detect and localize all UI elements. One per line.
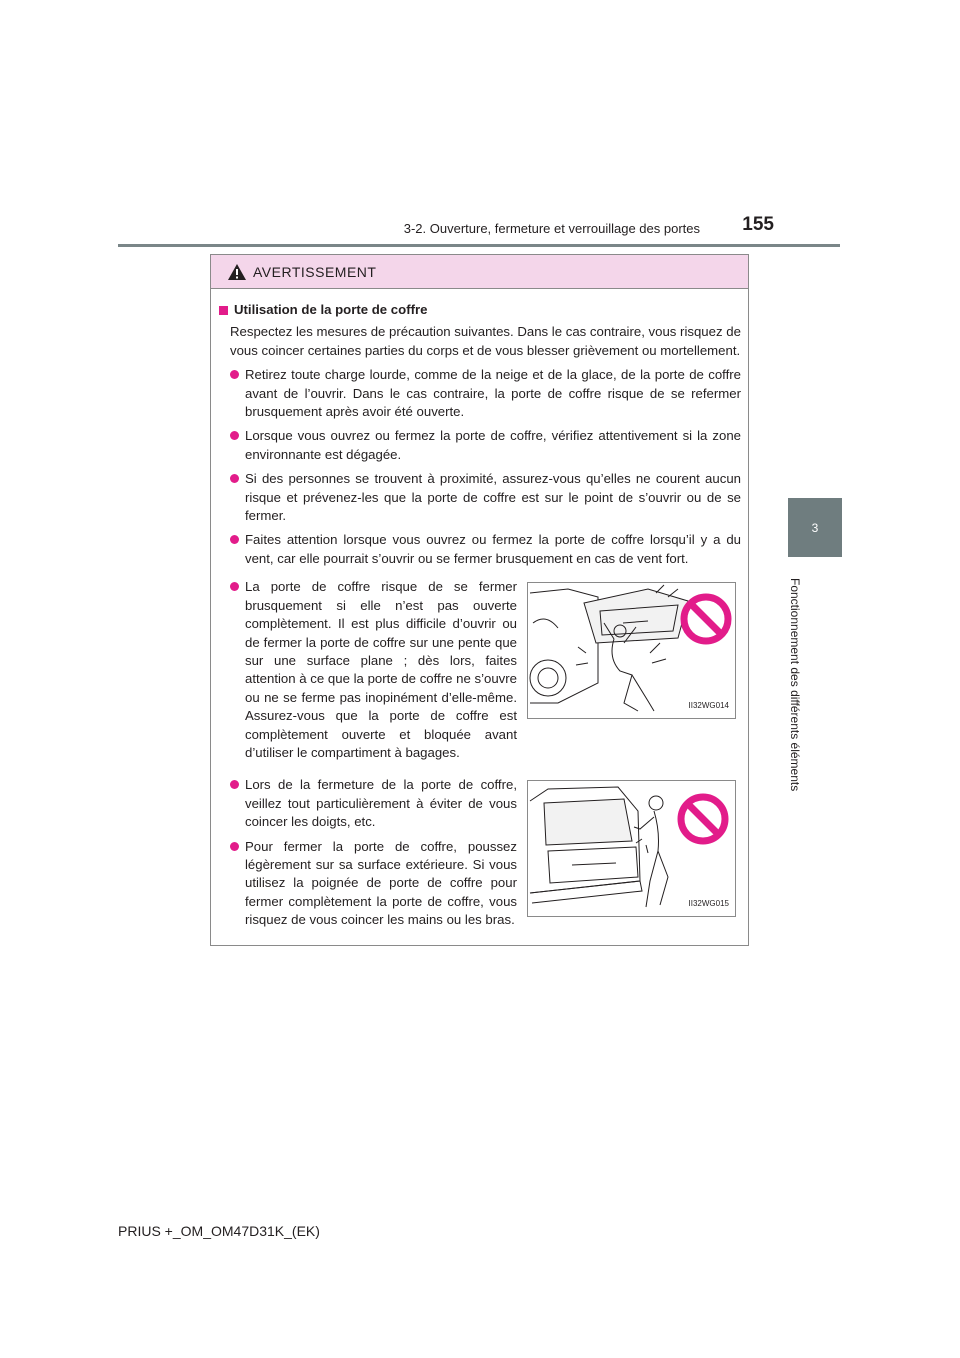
bullet-text: Lorsque vous ouvrez ou fermez la porte de coffre, vérifiez attentivement si la zone environnante est dégagée. xyxy=(245,428,741,462)
bullet-text: Lors de la fermeture de la porte de coffre, veillez tout particulièrement à éviter de vous coincer les doigts, etc. xyxy=(245,777,517,830)
round-bullet-icon xyxy=(230,370,239,379)
figure-block-1 xyxy=(219,578,741,762)
round-bullet-icon xyxy=(230,582,239,591)
illustration-closing-tailgate xyxy=(527,780,736,917)
chapter-tab xyxy=(788,498,842,557)
bullet-item xyxy=(219,366,741,421)
bullet-text: Pour fermer la porte de coffre, poussez légèrement sur sa surface extérieure. Si vous utilisez la poignée de porte de coffre pour fermer complètement la porte de coffre, vous risquez de vous coincer les mains ou les bras. xyxy=(245,838,517,928)
warning-header xyxy=(211,255,748,289)
chapter-title-vertical: Fonctionnement des différents éléments xyxy=(788,578,802,792)
figure-code: II32WG015 xyxy=(688,898,729,908)
figure-block-text xyxy=(219,578,517,762)
bullet-item xyxy=(219,427,741,464)
bullet-text: Retirez toute charge lourde, comme de la neige et de la glace, de la porte de coffre avant de l’ouvrir. Dans le cas contraire, la porte de coffre risque de se refermer brusquement après avoir été ouverte. xyxy=(245,367,741,420)
section-heading-text: Utilisation de la porte de coffre xyxy=(234,302,428,317)
warning-title: AVERTISSEMENT xyxy=(253,263,377,280)
intro-text: Respectez les mesures de précaution suivantes. Dans le cas contraire, vous risquez de vous coincer certaines parties du corps et de vous blesser grièvement ou mortellement. xyxy=(230,324,741,358)
section-heading xyxy=(219,301,741,319)
warning-box xyxy=(210,254,749,946)
round-bullet-icon xyxy=(230,842,239,851)
bullet-text: Faites attention lorsque vous ouvrez ou fermez la porte de coffre lorsqu’il y a du vent, car elle pourrait s’ouvrir ou se fermer brusquement en cas de vent fort. xyxy=(245,532,741,566)
bullet-item xyxy=(219,838,517,930)
round-bullet-icon xyxy=(230,780,239,789)
round-bullet-icon xyxy=(230,431,239,440)
square-bullet-icon xyxy=(219,306,228,315)
round-bullet-icon xyxy=(230,535,239,544)
figure-block-text xyxy=(219,776,517,929)
warning-triangle-icon xyxy=(227,263,247,281)
figure-code: II32WG014 xyxy=(688,700,729,710)
header-section-title: 3-2. Ouverture, fermeture et verrouillage des portes xyxy=(403,221,700,236)
bullet-item xyxy=(219,776,517,831)
footer-document-code: PRIUS +_OM_OM47D31K_(EK) xyxy=(118,1223,320,1239)
chapter-number: 3 xyxy=(811,520,819,535)
bullet-text: Si des personnes se trouvent à proximité, assurez-vous qu’elles ne courent aucun risque et prévenez-les que la porte de coffre est sur le point de s’ouvrir ou de se fermer. xyxy=(245,471,741,524)
header-rule xyxy=(118,244,840,247)
bullet-item xyxy=(219,531,741,568)
bullet-item xyxy=(219,578,517,762)
bullet-item xyxy=(219,470,741,525)
page-number: 155 xyxy=(742,214,774,235)
warning-body xyxy=(211,289,748,930)
illustration-open-tailgate xyxy=(527,582,736,719)
round-bullet-icon xyxy=(230,474,239,483)
figure-block-2 xyxy=(219,776,741,929)
bullet-text: La porte de coffre risque de se fermer brusquement si elle n’est pas ouverte complètement. Il est plus difficile d’ouvrir ou de fermer la porte de coffre sur une pente que sur une surface plane ; dès lors, faites attention à ce que la porte de coffre ne s’ouvre ou ne se ferme pas inopinément d’elle-même. Assurez-vous que la porte de coffre est complètement ouverte et bloquée avant d’utiliser le compartiment à bagages. xyxy=(245,579,517,760)
